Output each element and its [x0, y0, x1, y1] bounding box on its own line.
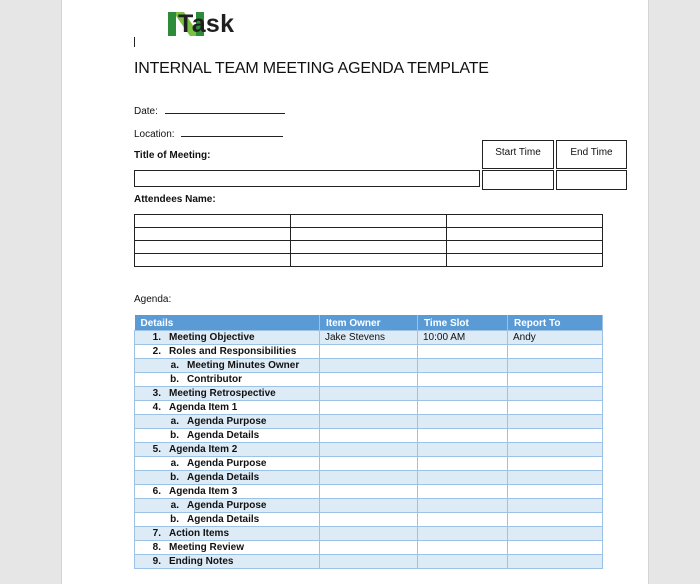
location-field	[134, 127, 283, 140]
agenda-row	[135, 471, 603, 485]
agenda-detail-text: Contributor	[187, 374, 242, 385]
agenda-detail-text: Agenda Details	[187, 472, 260, 483]
agenda-detail-text: Agenda Item 3	[169, 486, 238, 497]
agenda-owner-cell[interactable]	[320, 485, 418, 499]
agenda-detail-text: Meeting Retrospective	[169, 388, 276, 399]
agenda-row	[135, 331, 603, 345]
agenda-detail-text: Agenda Details	[187, 430, 260, 441]
agenda-detail-cell[interactable]	[135, 513, 320, 527]
agenda-header-row	[135, 316, 603, 331]
agenda-report-cell[interactable]	[508, 527, 603, 541]
attendees-table	[134, 214, 603, 267]
agenda-time-cell[interactable]	[418, 387, 508, 401]
attendee-cell[interactable]	[291, 241, 447, 254]
header-item-owner: Item Owner	[320, 316, 418, 331]
agenda-time-cell[interactable]	[418, 359, 508, 373]
agenda-row	[135, 373, 603, 387]
agenda-detail-cell[interactable]	[135, 555, 320, 569]
agenda-label: Agenda:	[134, 294, 172, 305]
attendee-cell[interactable]	[447, 228, 603, 241]
agenda-detail-text: Agenda Item 2	[169, 444, 238, 455]
agenda-marker: b.	[170, 374, 179, 385]
agenda-detail-cell[interactable]	[135, 541, 320, 555]
agenda-marker: 6.	[152, 486, 161, 497]
agenda-detail-cell[interactable]	[135, 401, 320, 415]
agenda-marker: 8.	[152, 542, 161, 553]
agenda-report-cell[interactable]	[508, 457, 603, 471]
agenda-owner-cell[interactable]	[320, 499, 418, 513]
agenda-detail-text: Action Items	[169, 528, 230, 539]
agenda-marker: b.	[170, 472, 179, 483]
agenda-owner-cell[interactable]	[320, 401, 418, 415]
agenda-detail-cell[interactable]	[135, 387, 320, 401]
attendee-row	[135, 228, 603, 241]
agenda-detail-text: Meeting Review	[169, 542, 245, 553]
header-details: Details	[135, 316, 320, 331]
location-label: Location:	[134, 129, 175, 140]
attendee-cell[interactable]	[135, 241, 291, 254]
agenda-row	[135, 457, 603, 471]
agenda-table	[134, 315, 603, 569]
attendee-cell[interactable]	[447, 215, 603, 228]
attendee-cell[interactable]	[135, 254, 291, 267]
agenda-owner-cell[interactable]	[320, 359, 418, 373]
agenda-marker: 3.	[152, 388, 161, 399]
attendees-label: Attendees Name:	[134, 194, 216, 205]
agenda-time-cell[interactable]	[418, 373, 508, 387]
agenda-report-cell[interactable]	[508, 443, 603, 457]
agenda-report-cell[interactable]	[508, 345, 603, 359]
agenda-time-cell[interactable]	[418, 415, 508, 429]
attendee-cell[interactable]	[447, 241, 603, 254]
agenda-detail-text: Meeting Minutes Owner	[187, 360, 300, 371]
agenda-owner-cell[interactable]	[320, 457, 418, 471]
agenda-time-cell[interactable]	[418, 443, 508, 457]
agenda-detail-cell[interactable]	[135, 443, 320, 457]
agenda-marker: b.	[170, 430, 179, 441]
agenda-marker: 5.	[152, 444, 161, 455]
agenda-owner-cell[interactable]	[320, 387, 418, 401]
date-field	[134, 104, 285, 117]
attendee-row	[135, 254, 603, 267]
meeting-title-input[interactable]	[134, 170, 480, 187]
agenda-owner-cell[interactable]	[320, 527, 418, 541]
agenda-time-cell[interactable]	[418, 527, 508, 541]
agenda-owner-cell[interactable]	[320, 443, 418, 457]
agenda-report-cell[interactable]	[508, 373, 603, 387]
agenda-marker: 7.	[152, 528, 161, 539]
agenda-owner-cell[interactable]	[320, 541, 418, 555]
agenda-time-cell[interactable]	[418, 485, 508, 499]
agenda-row	[135, 527, 603, 541]
agenda-report-cell[interactable]	[508, 471, 603, 485]
agenda-marker: a.	[170, 458, 179, 469]
date-input-line[interactable]	[165, 104, 285, 114]
agenda-report-cell[interactable]	[508, 415, 603, 429]
start-time-input[interactable]	[482, 170, 554, 190]
agenda-marker: a.	[170, 500, 179, 511]
agenda-time-cell[interactable]	[418, 401, 508, 415]
agenda-marker: a.	[170, 360, 179, 371]
location-input-line[interactable]	[181, 127, 283, 137]
attendee-cell[interactable]	[291, 215, 447, 228]
agenda-time-cell[interactable]	[418, 429, 508, 443]
agenda-detail-cell[interactable]	[135, 373, 320, 387]
agenda-owner-cell[interactable]: Jake Stevens	[320, 331, 418, 345]
agenda-report-cell[interactable]	[508, 485, 603, 499]
agenda-row	[135, 443, 603, 457]
agenda-detail-cell[interactable]	[135, 485, 320, 499]
agenda-row	[135, 513, 603, 527]
agenda-detail-cell[interactable]	[135, 527, 320, 541]
agenda-detail-cell[interactable]	[135, 499, 320, 513]
end-time-input[interactable]	[556, 170, 627, 190]
agenda-report-cell[interactable]	[508, 555, 603, 569]
agenda-time-cell[interactable]	[418, 555, 508, 569]
agenda-row	[135, 499, 603, 513]
agenda-row	[135, 401, 603, 415]
agenda-time-cell[interactable]: 10:00 AM	[418, 331, 508, 345]
attendee-cell[interactable]	[135, 228, 291, 241]
attendee-cell[interactable]	[135, 215, 291, 228]
agenda-detail-cell[interactable]	[135, 429, 320, 443]
attendee-cell[interactable]	[291, 254, 447, 267]
text-cursor	[134, 37, 135, 47]
attendee-row	[135, 241, 603, 254]
agenda-owner-cell[interactable]	[320, 415, 418, 429]
agenda-detail-cell[interactable]	[135, 457, 320, 471]
agenda-marker: a.	[170, 416, 179, 427]
agenda-row	[135, 429, 603, 443]
agenda-row	[135, 359, 603, 373]
agenda-report-cell[interactable]	[508, 401, 603, 415]
agenda-report-cell[interactable]: Andy	[508, 331, 603, 345]
agenda-detail-text: Agenda Purpose	[187, 458, 267, 469]
agenda-detail-text: Agenda Details	[187, 514, 260, 525]
agenda-report-cell[interactable]	[508, 513, 603, 527]
agenda-marker: 9.	[152, 556, 161, 567]
brand-name: Task	[178, 10, 235, 38]
header-time-slot: Time Slot	[418, 316, 508, 331]
agenda-detail-cell[interactable]	[135, 415, 320, 429]
end-time-header: End Time	[556, 140, 627, 169]
date-label: Date:	[134, 106, 158, 117]
meeting-title-label: Title of Meeting:	[134, 150, 211, 161]
agenda-owner-cell[interactable]	[320, 555, 418, 569]
attendee-cell[interactable]	[291, 228, 447, 241]
attendee-row	[135, 215, 603, 228]
agenda-row	[135, 345, 603, 359]
agenda-detail-text: Agenda Item 1	[169, 402, 238, 413]
agenda-detail-text: Ending Notes	[169, 556, 234, 567]
agenda-owner-cell[interactable]	[320, 373, 418, 387]
agenda-detail-cell[interactable]	[135, 471, 320, 485]
agenda-report-cell[interactable]	[508, 429, 603, 443]
agenda-row	[135, 485, 603, 499]
agenda-owner-cell[interactable]	[320, 345, 418, 359]
agenda-report-cell[interactable]	[508, 541, 603, 555]
agenda-row	[135, 387, 603, 401]
agenda-marker: b.	[170, 514, 179, 525]
agenda-row	[135, 541, 603, 555]
agenda-detail-cell[interactable]	[135, 331, 320, 345]
agenda-time-cell[interactable]	[418, 513, 508, 527]
header-report-to: Report To	[508, 316, 603, 331]
agenda-detail-cell[interactable]	[135, 345, 320, 359]
agenda-detail-text: Agenda Purpose	[187, 500, 267, 511]
agenda-marker: 2.	[152, 346, 161, 357]
agenda-detail-text: Agenda Purpose	[187, 416, 267, 427]
agenda-owner-cell[interactable]	[320, 471, 418, 485]
agenda-time-cell[interactable]	[418, 471, 508, 485]
agenda-time-cell[interactable]	[418, 457, 508, 471]
agenda-time-cell[interactable]	[418, 499, 508, 513]
agenda-report-cell[interactable]	[508, 359, 603, 373]
start-time-header: Start Time	[482, 140, 554, 169]
agenda-report-cell[interactable]	[508, 387, 603, 401]
agenda-detail-text: Roles and Responsibilities	[169, 346, 297, 357]
attendee-cell[interactable]	[447, 254, 603, 267]
agenda-owner-cell[interactable]	[320, 513, 418, 527]
agenda-row	[135, 555, 603, 569]
agenda-owner-cell[interactable]	[320, 429, 418, 443]
agenda-time-cell[interactable]	[418, 541, 508, 555]
agenda-marker: 1.	[152, 332, 161, 343]
agenda-detail-text: Meeting Objective	[169, 332, 255, 343]
agenda-row	[135, 415, 603, 429]
agenda-marker: 4.	[152, 402, 161, 413]
document-title: INTERNAL TEAM MEETING AGENDA TEMPLATE	[134, 60, 489, 77]
agenda-time-cell[interactable]	[418, 345, 508, 359]
agenda-detail-cell[interactable]	[135, 359, 320, 373]
agenda-report-cell[interactable]	[508, 499, 603, 513]
